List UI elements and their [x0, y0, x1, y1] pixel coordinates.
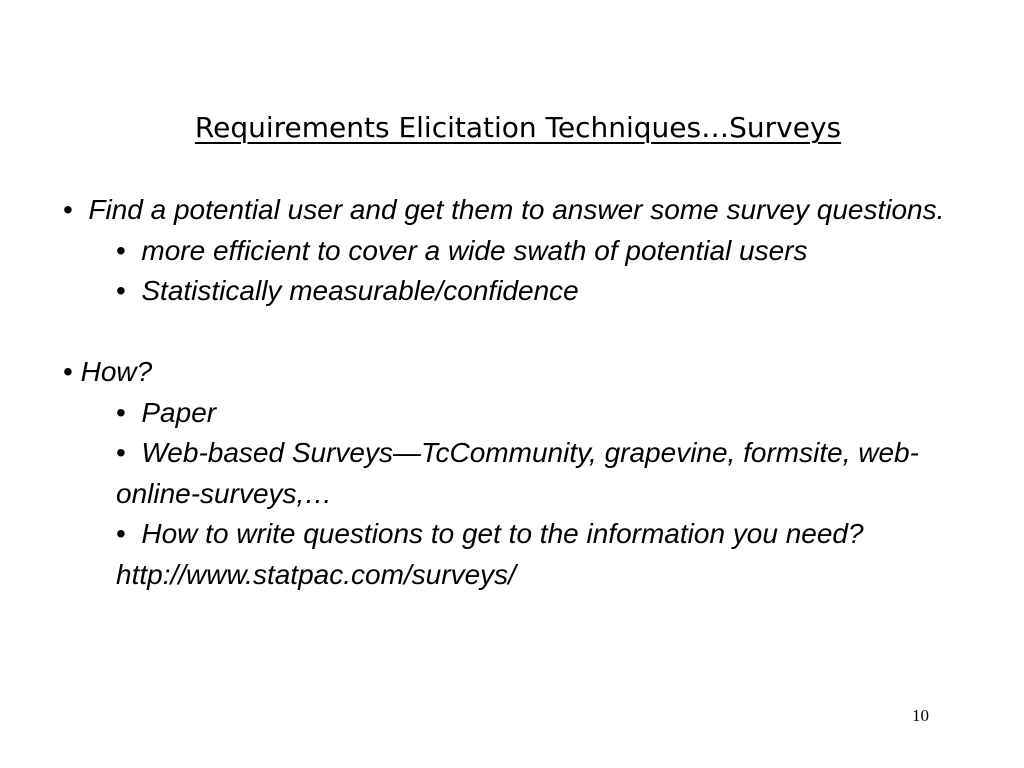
bullet-icon: •	[116, 437, 126, 468]
sub-bullet-item	[116, 433, 993, 514]
sub-bullet-text: How to write questions to get to the information you need? http://www.statpac.com/surveys/	[116, 518, 864, 590]
bullet-icon: •	[116, 234, 126, 266]
bullet-icon: •	[63, 194, 73, 225]
sub-bullet-text: Web-based Surveys—TcCommunity, grapevine, formsite, web-online-surveys,…	[116, 437, 919, 509]
bullet-icon: •	[116, 518, 126, 549]
bullet-text: How?	[80, 356, 153, 387]
bullet-icon: •	[116, 275, 126, 306]
bullet-item-find-user	[63, 190, 993, 231]
sub-bullet-item	[116, 271, 993, 312]
sub-bullet-text: Paper	[141, 396, 217, 428]
slide-title: Requirements Elicitation Techniques…Surveys	[194, 111, 842, 144]
slide-body	[63, 190, 993, 595]
spacer	[63, 312, 993, 353]
bullet-icon: •	[116, 396, 126, 428]
bullet-item-how	[63, 352, 993, 393]
sub-bullet-item	[116, 231, 993, 272]
sub-bullet-text: Statistically measurable/confidence	[141, 275, 579, 306]
sub-bullet-item	[116, 514, 993, 595]
page-number: 10	[912, 706, 929, 725]
sub-bullet-item	[116, 393, 993, 434]
sub-bullet-text: more efficient to cover a wide swath of potential users	[141, 234, 808, 266]
bullet-icon: •	[63, 356, 73, 387]
bullet-text: Find a potential user and get them to answer some survey questions.	[88, 194, 945, 225]
